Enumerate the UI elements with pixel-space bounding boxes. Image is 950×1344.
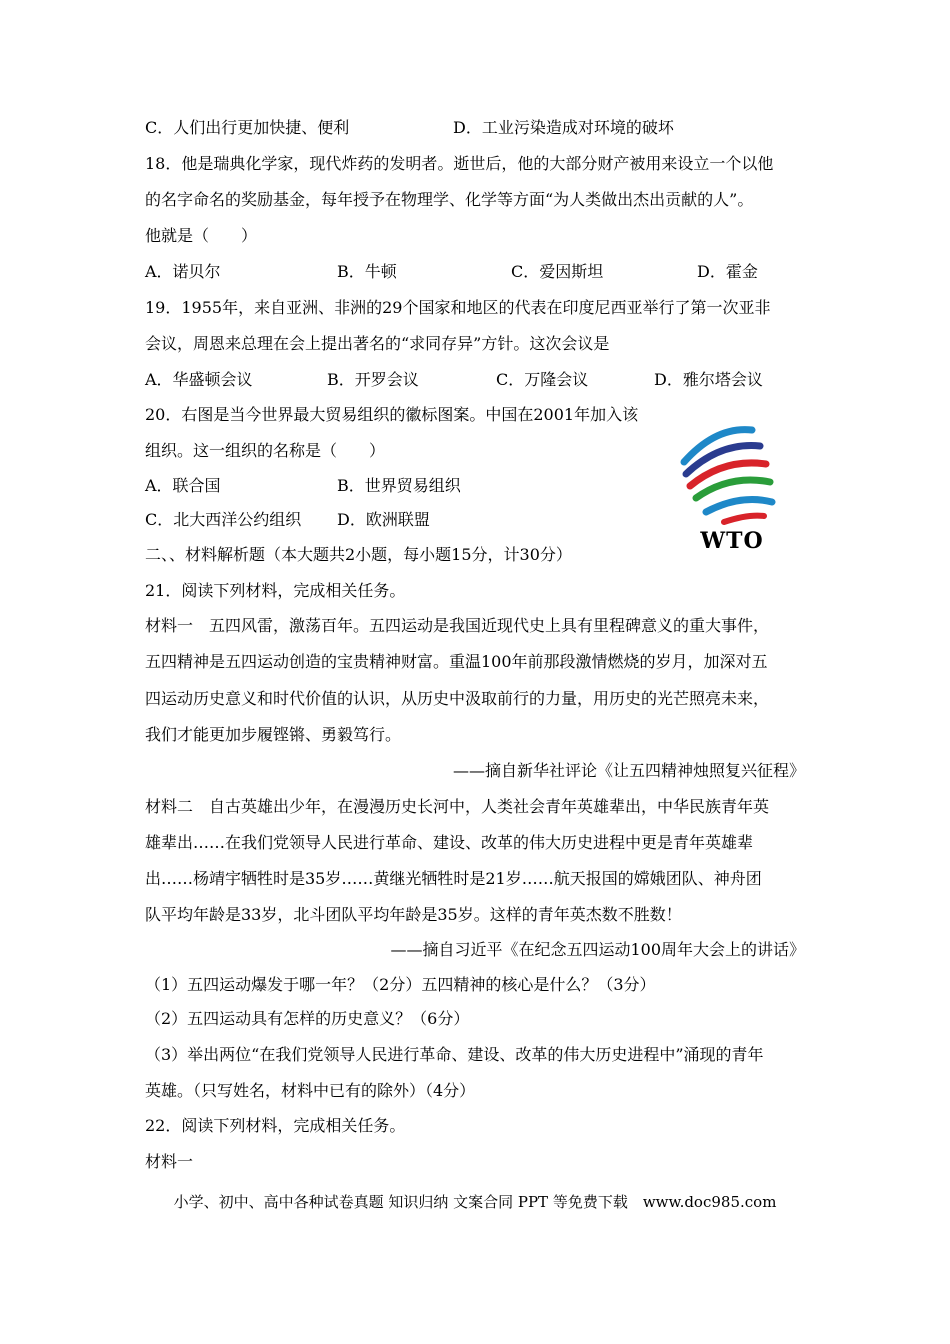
q19-option-d: D．雅尔塔会议	[654, 370, 763, 389]
q18-stem-line2: 的名字命名的奖励基金，每年授予在物理学、化学等方面“为人类做出杰出贡献的人”。	[145, 190, 754, 209]
q18-option-d: D．霍金	[697, 262, 758, 281]
q21-intro: 21．阅读下列材料，完成相关任务。	[145, 581, 406, 600]
q20-stem-line1: 20．右图是当今世界最大贸易组织的徽标图案。中国在2001年加入该	[145, 405, 639, 424]
wto-globe-icon	[676, 424, 788, 528]
wto-stripe-4	[696, 480, 770, 498]
q22-material1-label: 材料一	[145, 1152, 194, 1171]
q21-material2-line4: 队平均年龄是33岁，北斗团队平均年龄是35岁。这样的青年英杰数不胜数！	[145, 905, 682, 924]
q19-option-a: A．华盛顿会议	[145, 370, 253, 389]
q19-stem-line2: 会议，周恩来总理在会上提出著名的“求同存异”方针。这次会议是	[145, 334, 610, 353]
q20-option-a: A．联合国	[145, 476, 221, 495]
q18-option-c: C．爱因斯坦	[511, 262, 604, 281]
q19-option-b: B．开罗会议	[327, 370, 419, 389]
q21-material2-line3: 出……杨靖宇牺牲时是35岁……黄继光牺牲时是21岁……航天报国的嫦娥团队、神舟团	[145, 869, 762, 888]
q20-option-c: C．北大西洋公约组织	[145, 510, 302, 529]
q19-option-c: C．万隆会议	[496, 370, 589, 389]
q21-material1-source: ——摘自新华社评论《让五四精神烛照复兴征程》	[452, 761, 805, 780]
q21-material2-line2: 雄辈出……在我们党领导人民进行革命、建设、改革的伟大历史进程中更是青年英雄辈	[145, 833, 754, 852]
q17-option-d: D．工业污染造成对环境的破坏	[453, 118, 674, 137]
q20-stem-line2: 组织。这一组织的名称是（ ）	[145, 441, 386, 460]
section-2-heading: 二、、材料解析题（本大题共2小题，每小题15分，计30分）	[145, 545, 572, 564]
q20-option-b: B．世界贸易组织	[337, 476, 461, 495]
q20-option-d: D．欧洲联盟	[337, 510, 430, 529]
q21-task3-line1: （3）举出两位“在我们党领导人民进行革命、建设、改革的伟大历史进程中”涌现的青年	[145, 1045, 764, 1064]
q22-intro: 22．阅读下列材料，完成相关任务。	[145, 1116, 406, 1135]
q21-task1: （1）五四运动爆发于哪一年？（2分）五四精神的核心是什么？（3分）	[145, 975, 656, 994]
q21-task3-line2: 英雄。（只写姓名，材料中已有的除外）（4分）	[145, 1081, 476, 1100]
q21-material1-line3: 四运动历史意义和时代价值的认识，从历史中汲取前行的力量，用历史的光芒照亮未来，	[145, 689, 770, 708]
page-footer: 小学、初中、高中各种试卷真题 知识归纳 文案合同 PPT 等免费下载 www.doc985.com	[173, 1193, 777, 1211]
wto-logo-text: WTO	[700, 528, 764, 554]
q21-material1-line4: 我们才能更加步履铿锵、勇毅笃行。	[145, 725, 402, 744]
wto-logo	[676, 424, 788, 558]
q21-task2: （2）五四运动具有怎样的历史意义？（6分）	[145, 1009, 470, 1028]
q21-material1-line1: 材料一 五四风雷，激荡百年。五四运动是我国近现代史上具有里程碑意义的重大事件，	[145, 616, 770, 635]
q18-stem-line3: 他就是（ ）	[145, 226, 258, 245]
q18-option-a: A．诺贝尔	[145, 262, 221, 281]
q19-stem-line1: 19．1955年，来自亚洲、非洲的29个国家和地区的代表在印度尼西亚举行了第一次亚非	[145, 298, 771, 317]
q21-material1-line2: 五四精神是五四运动创造的宝贵精神财富。重温100年前那段激情燃烧的岁月，加深对五	[145, 652, 768, 671]
wto-stripe-6	[724, 516, 764, 522]
q18-option-b: B．牛顿	[337, 262, 397, 281]
wto-stripe-5	[706, 500, 772, 512]
q17-option-c: C．人们出行更加快捷、便利	[145, 118, 350, 137]
q18-stem-line1: 18．他是瑞典化学家，现代炸药的发明者。逝世后，他的大部分财产被用来设立一个以他	[145, 154, 774, 173]
q21-material2-line1: 材料二 自古英雄出少年，在漫漫历史长河中，人类社会青年英雄辈出，中华民族青年英	[145, 797, 770, 816]
q21-material2-source: ——摘自习近平《在纪念五四运动100周年大会上的讲话》	[390, 940, 805, 959]
